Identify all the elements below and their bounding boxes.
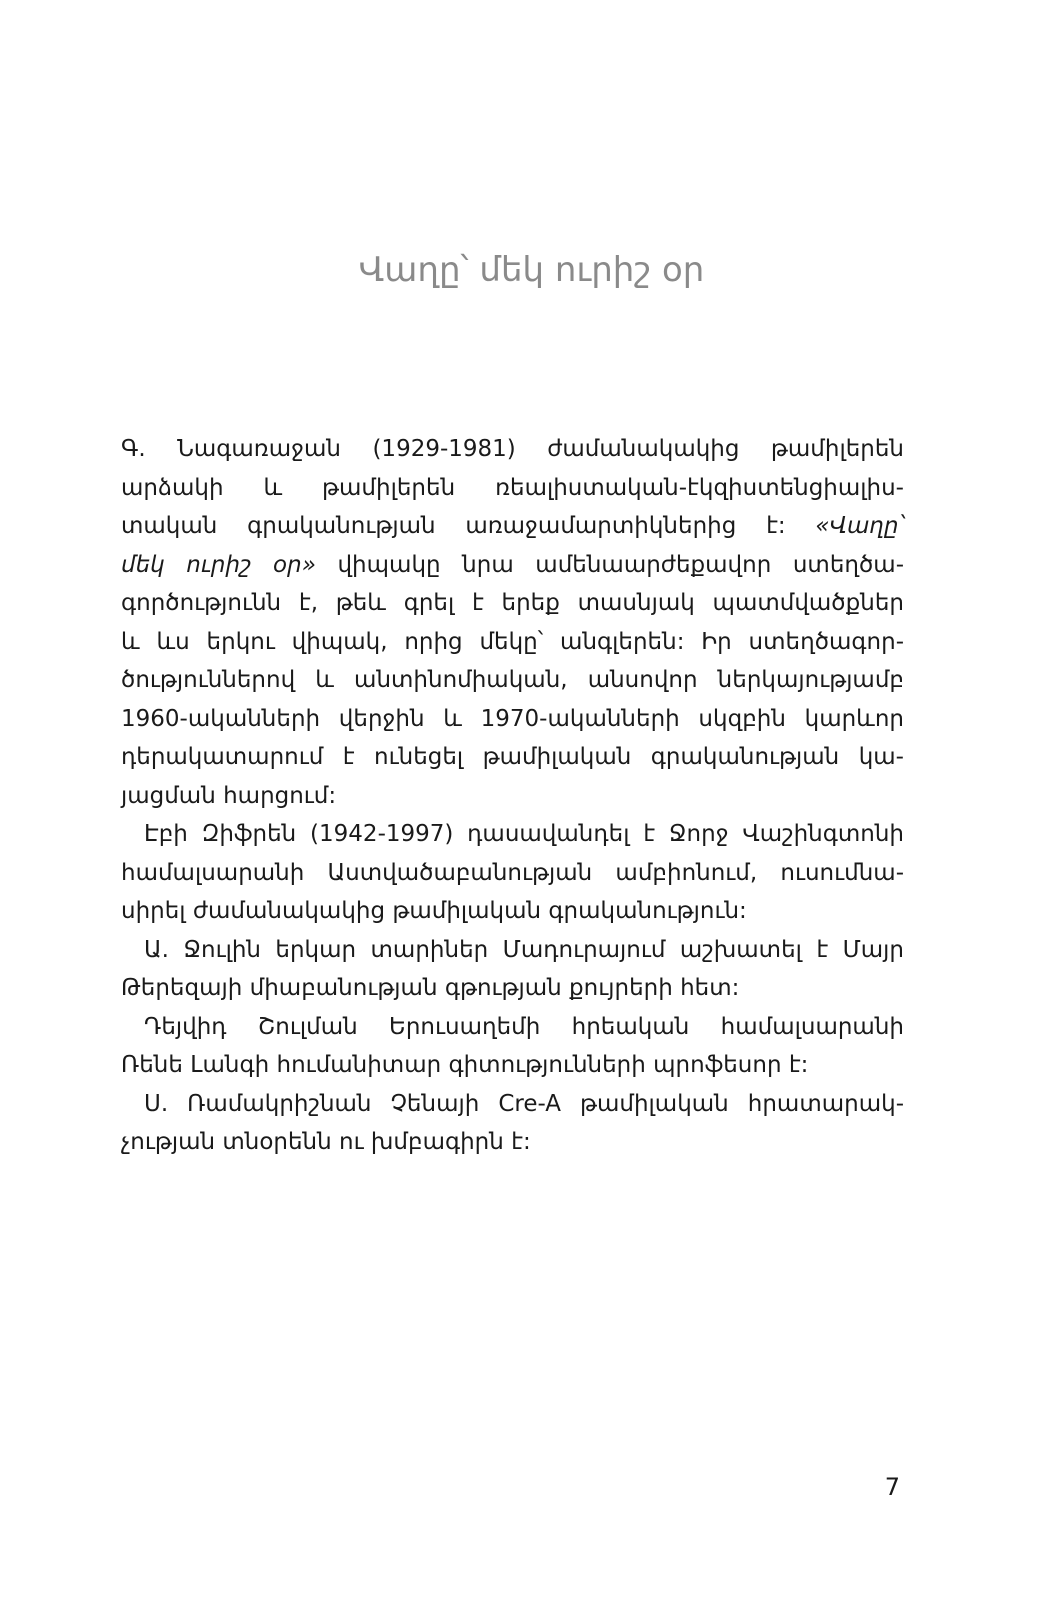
paragraph-1-line-1: Գ. Նագառաջան (1929-1981) ժամանակակից թամիլերեն [121, 436, 904, 462]
text-run: վիպակը նրա ամենաարժեքավոր ստեղծա- [337, 551, 905, 578]
paragraph-5-line-1: Ս. Ռամակրիշնան Չենայի Cre-A թամիլական հրատարակ- [144, 1090, 904, 1117]
paragraph-1-line-8: 1960-ականների վերջին և 1970-ականների սկզբին կարևոր [121, 705, 904, 732]
body-text [121, 430, 904, 1162]
paragraph-2-line-2: համալսարանի Աստվածաբանության ամբիոնում, ուսումնա- [121, 859, 904, 886]
paragraph-1-line-6: և ևս երկու վիպակ, որից մեկը՝ անգլերեն: Իր ստեղծագոր- [121, 628, 904, 655]
page-number: 7 [884, 1473, 900, 1501]
paragraph-3-line-1: Ա. Ջուլին երկար տարիներ Մադուրայում աշխատել է Մայր [144, 936, 904, 963]
paragraph-1-line-10: յացման հարցում: [121, 782, 337, 809]
paragraph-1-line-7: ծություններով և անտինոմիական, անսովոր ներկայությամբ [121, 667, 904, 693]
paragraph-1-line-3 [121, 507, 904, 546]
paragraph-4-line-2: Ռենե Լանգի հումանիտար գիտությունների պրոֆեսոր է: [121, 1052, 809, 1078]
paragraph-3-line-2: Թերեզայի միաբանության գթության քույրերի հետ: [121, 975, 740, 1001]
paragraph-1-line-9: դերակատարում է ունեցել թամիլական գրականության կա- [121, 744, 904, 770]
book-title-italic-cont: մեկ ուրիշ օր» [121, 551, 316, 578]
paragraph-2-line-3: սիրել ժամանակակից թամիլական գրականություն: [121, 898, 747, 924]
paragraph-1-line-2: արձակի և թամիլերեն ռեալիստական-էկզիստենցիալիս- [121, 474, 904, 501]
paragraph-1-line-5: գործությունն է, թեև գրել է երեք տասնյակ պատմվածքներ [121, 590, 904, 616]
paragraph-4-line-1: Դեյվիդ Շուլման Երուսաղեմի հրեական համալսարանի [144, 1013, 904, 1040]
book-title-italic: «Վաղը՝ [815, 513, 904, 539]
page-title: Վաղը՝ մեկ ուրիշ օր [358, 250, 705, 290]
paragraph-5-line-2: չության տնօրենն ու խմբագիրն է: [121, 1129, 531, 1155]
paragraph-2-line-1: Էբի Զիֆրեն (1942-1997) դասավանդել է Ջորջ Վաշինգտոնի [144, 821, 904, 847]
paragraph-1-line-4 [121, 546, 904, 585]
text-run: տական գրականության առաջամարտիկներից է: [121, 513, 786, 539]
